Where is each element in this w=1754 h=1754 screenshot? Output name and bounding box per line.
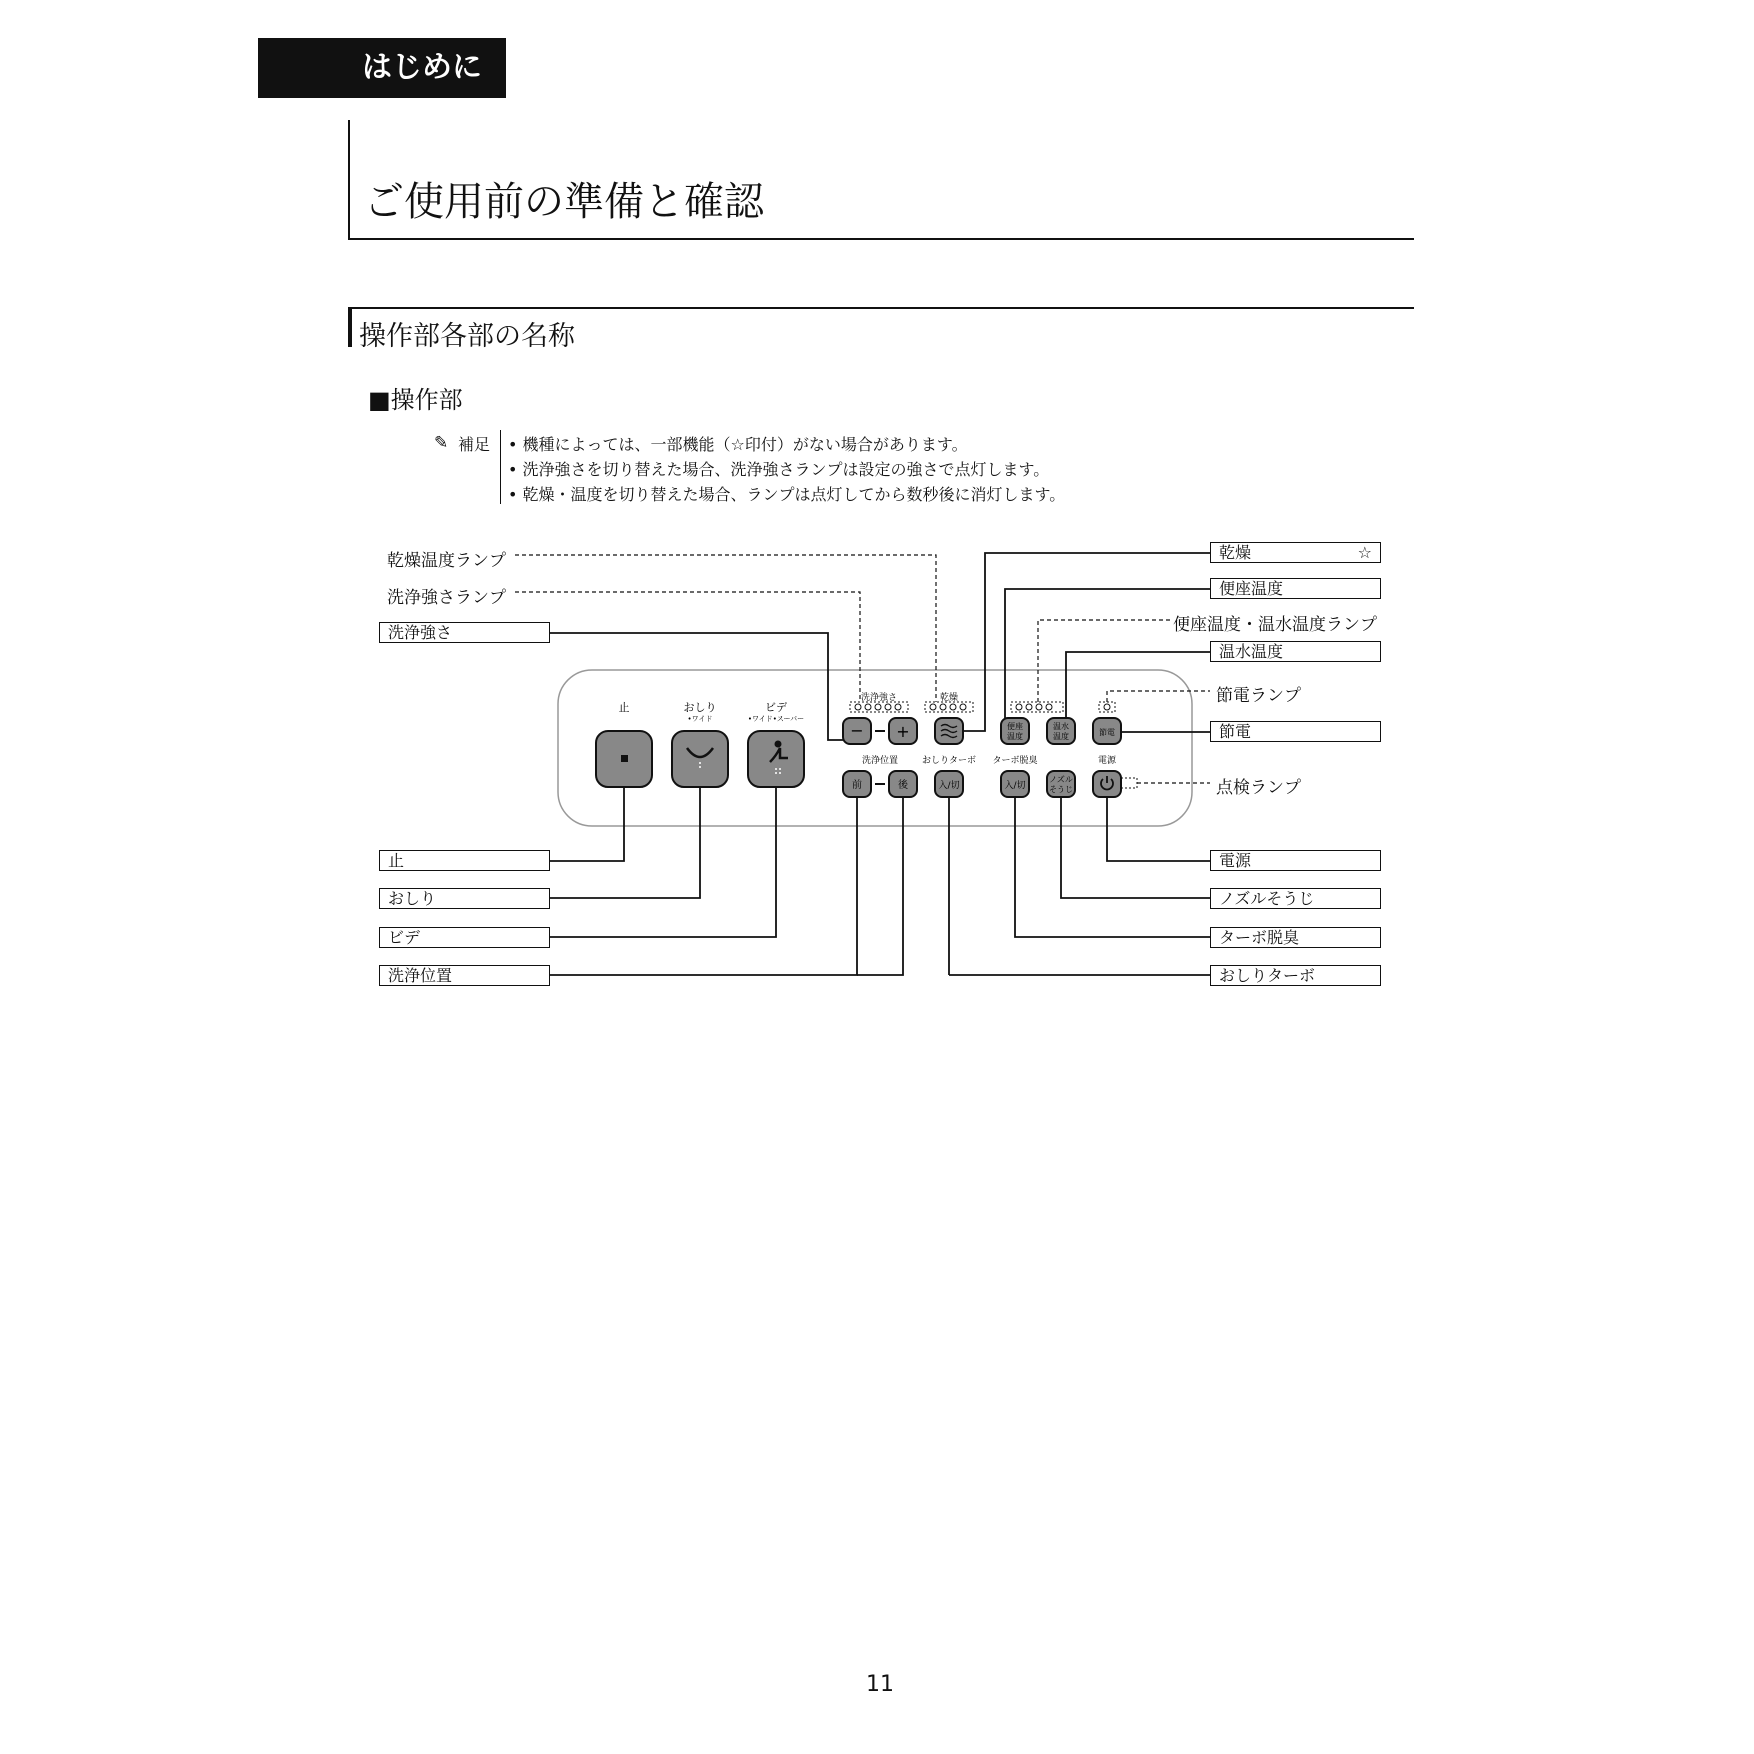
back-btn-text: 後 xyxy=(898,780,908,791)
leader-wash-position-back xyxy=(857,797,903,975)
callout-stop: 止 xyxy=(379,850,550,871)
front-btn-text: 前 xyxy=(852,780,862,791)
callout-wash-strength-lamp: 洗浄強さランプ xyxy=(387,588,506,608)
callout-oshiri-turbo: おしりターボ xyxy=(1210,965,1381,986)
panel-dry-label: 乾燥 xyxy=(939,693,959,703)
callout-wash-position: 洗浄位置 xyxy=(379,965,550,986)
callout-bidet: ビデ xyxy=(379,927,550,948)
note-label: 補足 xyxy=(458,435,491,454)
power-button xyxy=(1093,771,1121,797)
callout-seat-water-temp-lamp: 便座温度・温水温度ランプ xyxy=(1173,615,1377,635)
plus-glyph: + xyxy=(896,722,910,741)
callout-dry xyxy=(1210,542,1381,563)
callout-turbo-deodorize: ターボ脱臭 xyxy=(1210,927,1381,948)
turbo-deodorize-btn-text: 入/切 xyxy=(1004,781,1026,791)
leader-wash-position-front xyxy=(550,797,857,975)
seat-water-temp-lamps xyxy=(1011,702,1063,712)
panel-oshiri-label: おしり xyxy=(683,701,717,714)
panel-turbo-deodorize-label: ターボ脱臭 xyxy=(992,756,1038,766)
subsection-title: ■操作部 xyxy=(368,386,463,414)
page-number: 11 xyxy=(866,1672,894,1697)
callout-power: 電源 xyxy=(1210,850,1381,871)
section-tab: はじめに xyxy=(258,38,506,98)
note-line: • 乾燥・温度を切り替えた場合、ランプは点灯してから数秒後に消灯します。 xyxy=(508,485,1066,504)
seat-temp-btn-line1: 便座 xyxy=(1007,722,1023,731)
callout-eco-lamp: 節電ランプ xyxy=(1216,686,1301,706)
oshiri-button xyxy=(672,731,728,787)
seat-temp-btn-line2: 温度 xyxy=(1007,732,1023,741)
callout-dry-temp-lamp: 乾燥温度ランプ xyxy=(387,551,506,571)
leader-dry-temp-lamp xyxy=(515,555,936,702)
page-title: ご使用前の準備と確認 xyxy=(364,179,764,225)
leader-wash-strength-lamp xyxy=(515,592,860,702)
leader-wash-strength xyxy=(550,633,843,740)
nozzle-btn-line1: ノズル xyxy=(1049,775,1073,784)
panel-oshiri-turbo-label: おしりターボ xyxy=(921,756,977,766)
water-temp-btn-line2: 温度 xyxy=(1053,732,1069,741)
pencil-icon: ✎ xyxy=(434,433,449,453)
bidet-icon xyxy=(775,741,782,748)
callout-dry-text: 乾燥 xyxy=(1219,543,1252,562)
wash-strength-lamps xyxy=(850,702,908,712)
leader-oshiri xyxy=(550,787,700,898)
section-title: 操作部各部の名称 xyxy=(359,321,575,352)
callout-oshiri: おしり xyxy=(379,888,550,909)
panel-oshiri-sub: •ワイド xyxy=(687,715,713,723)
callout-check-lamp: 点検ランプ xyxy=(1216,778,1301,798)
water-temp-btn-line1: 温水 xyxy=(1053,722,1069,731)
callout-water-temp: 温水温度 xyxy=(1210,641,1381,662)
callout-eco: 節電 xyxy=(1210,721,1381,742)
leader-stop xyxy=(550,787,624,861)
panel-bidet-label: ビデ xyxy=(765,701,787,714)
leader-bidet xyxy=(550,787,776,937)
callout-wash-strength: 洗浄強さ xyxy=(379,622,550,643)
star-icon: ☆ xyxy=(1357,543,1372,562)
panel-stop-label: 止 xyxy=(618,701,630,714)
bidet-button xyxy=(748,731,804,787)
leader-water-temp xyxy=(1066,652,1210,718)
leader-power xyxy=(1107,797,1210,861)
panel-power-label: 電源 xyxy=(1097,756,1117,766)
leader-dry xyxy=(963,553,1210,731)
panel-bidet-sub: •ワイド•スーパー xyxy=(747,715,805,723)
leader-nozzle xyxy=(1061,797,1210,898)
minus-glyph: − xyxy=(850,721,864,740)
nozzle-btn-line2: そうじ xyxy=(1049,785,1073,794)
stop-icon xyxy=(621,755,628,762)
callout-nozzle-clean: ノズルそうじ xyxy=(1210,888,1381,909)
note-line: • 機種によっては、一部機能（☆印付）がない場合があります。 xyxy=(508,435,968,454)
oshiri-turbo-btn-text: 入/切 xyxy=(938,781,960,791)
callout-seat-temp: 便座温度 xyxy=(1210,578,1381,599)
panel-wash-position-label: 洗浄位置 xyxy=(861,756,899,766)
check-lamp xyxy=(1121,778,1137,788)
panel-wash-strength-label: 洗浄強さ xyxy=(860,693,898,703)
leader-seat-water-lamp xyxy=(1038,620,1170,702)
note-line: • 洗浄強さを切り替えた場合、洗浄強さランプは設定の強さで点灯します。 xyxy=(508,460,1050,479)
leader-eco-lamp xyxy=(1107,691,1210,702)
eco-btn-text: 節電 xyxy=(1099,728,1115,737)
